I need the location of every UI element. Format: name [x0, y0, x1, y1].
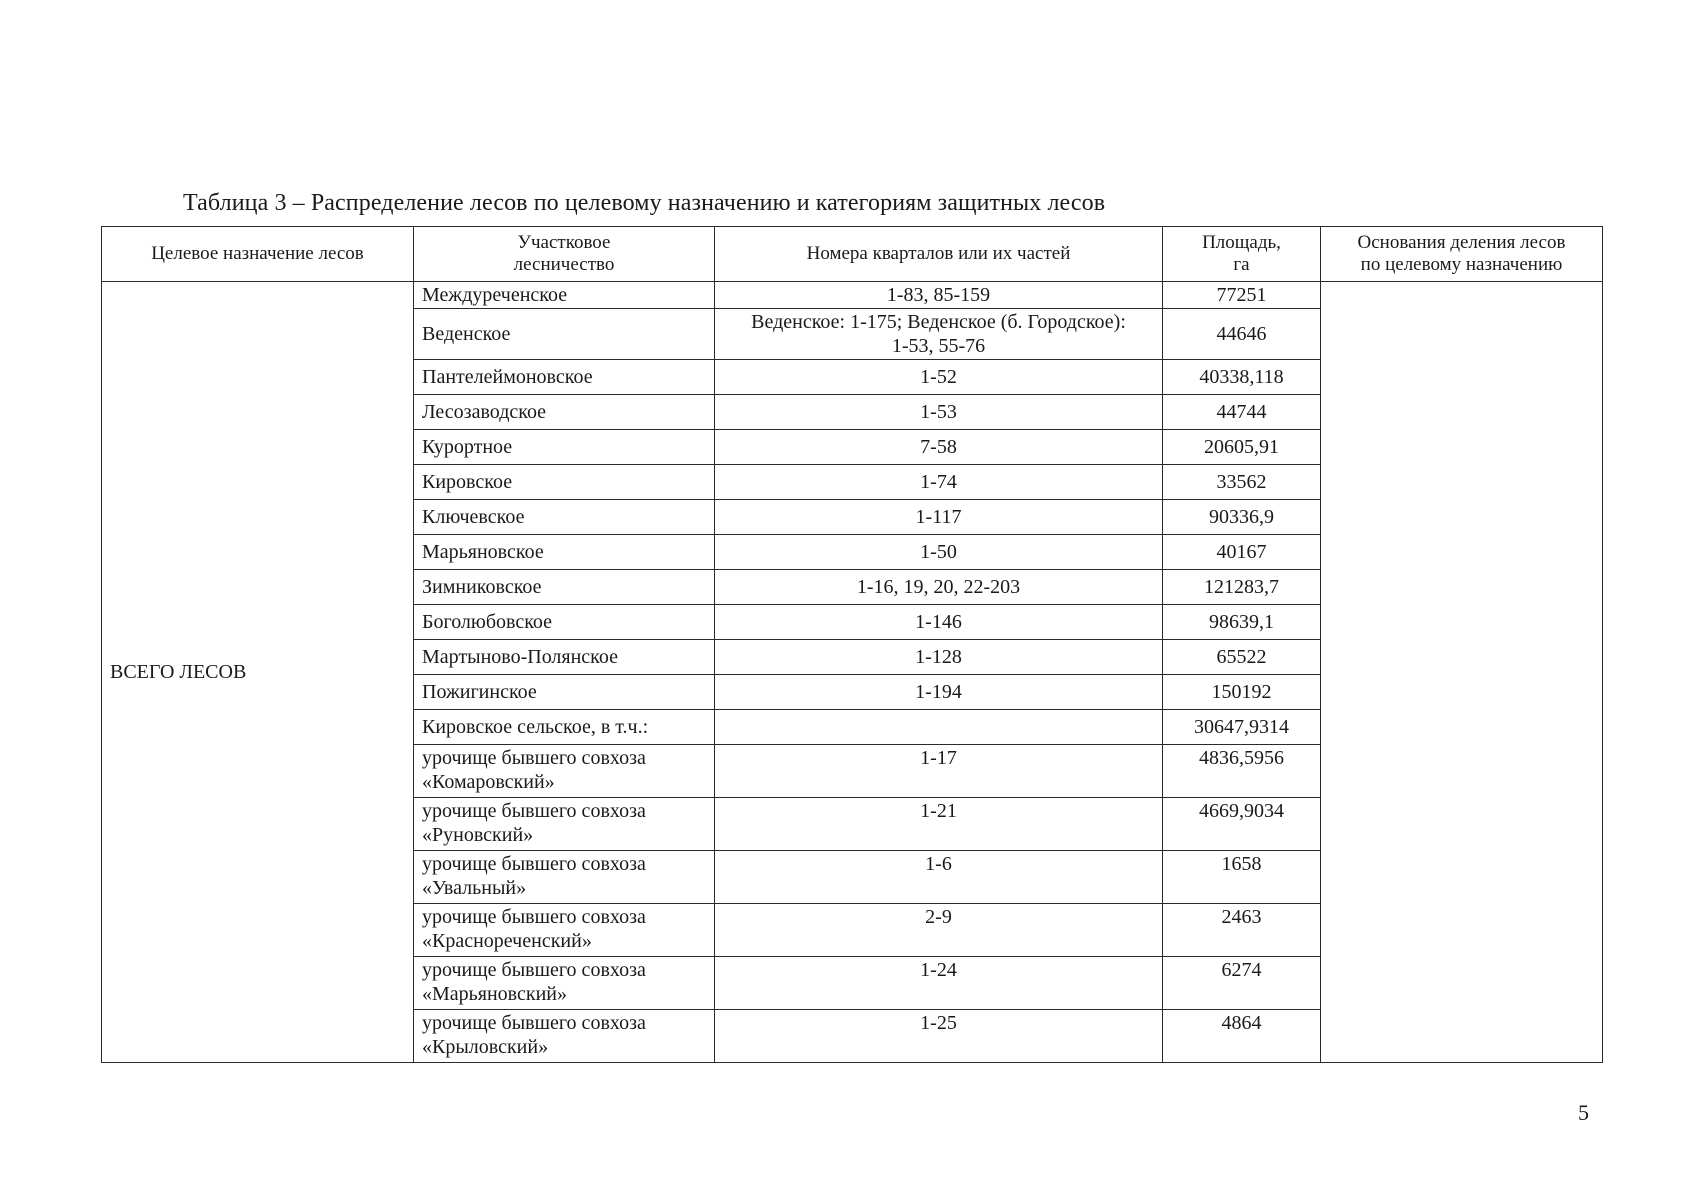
area-cell: 4669,9034: [1163, 798, 1321, 851]
area-cell: 150192: [1163, 675, 1321, 710]
area-cell: 4836,5956: [1163, 745, 1321, 798]
header-purpose: Целевое назначение лесов: [102, 227, 414, 282]
forestry-cell: [414, 745, 715, 798]
header-area-line1: Площадь,: [1202, 232, 1281, 253]
quarters-cell: 1-24: [715, 957, 1163, 1010]
forestry-line2: «Руновский»: [422, 824, 534, 846]
forestry-line2: «Марьяновский»: [422, 983, 568, 1005]
area-cell: 6274: [1163, 957, 1321, 1010]
forestry-line1: урочище бывшего совхоза: [422, 959, 646, 981]
quarters-cell: 2-9: [715, 904, 1163, 957]
quarters-cell: 1-17: [715, 745, 1163, 798]
quarters-cell: 1-25: [715, 1010, 1163, 1063]
forestry-cell: Пантелеймоновское: [414, 360, 715, 395]
quarters-cell: 1-6: [715, 851, 1163, 904]
quarters-line1: Веденское: 1-175; Веденское (б. Городское):: [751, 311, 1126, 333]
area-cell: 2463: [1163, 904, 1321, 957]
area-cell: 65522: [1163, 640, 1321, 675]
area-cell: 90336,9: [1163, 500, 1321, 535]
area-cell: 4864: [1163, 1010, 1321, 1063]
forestry-line2: «Увальный»: [422, 877, 527, 899]
area-cell: 33562: [1163, 465, 1321, 500]
forestry-cell: Боголюбовское: [414, 605, 715, 640]
quarters-cell: 1-128: [715, 640, 1163, 675]
purpose-cell: ВСЕГО ЛЕСОВ: [102, 282, 414, 1063]
forestry-cell: Веденское: [414, 309, 715, 360]
area-cell: 20605,91: [1163, 430, 1321, 465]
forestry-cell: [414, 851, 715, 904]
forestry-line1: урочище бывшего совхоза: [422, 1012, 646, 1034]
quarters-cell: 1-21: [715, 798, 1163, 851]
area-cell: 1658: [1163, 851, 1321, 904]
area-cell: 121283,7: [1163, 570, 1321, 605]
forestry-line2: «Крыловский»: [422, 1036, 549, 1058]
header-basis-line2: по целевому назначению: [1360, 254, 1563, 275]
forestry-cell: Марьяновское: [414, 535, 715, 570]
area-cell: 40167: [1163, 535, 1321, 570]
forestry-cell: [414, 798, 715, 851]
basis-cell: [1321, 282, 1603, 1063]
table-caption: Таблица 3 – Распределение лесов по целевому назначению и категориям защитных лесов: [183, 190, 1106, 216]
forestry-cell: Курортное: [414, 430, 715, 465]
quarters-cell: 1-117: [715, 500, 1163, 535]
forestry-line2: «Комаровский»: [422, 771, 555, 793]
quarters-cell: 1-50: [715, 535, 1163, 570]
quarters-cell: 1-53: [715, 395, 1163, 430]
forestry-cell: [414, 1010, 715, 1063]
area-cell: 44744: [1163, 395, 1321, 430]
table-row: [102, 282, 1603, 309]
quarters-cell: 1-74: [715, 465, 1163, 500]
header-basis-line1: Основания деления лесов: [1357, 232, 1566, 253]
forestry-line1: урочище бывшего совхоза: [422, 800, 646, 822]
forestry-cell: Пожигинское: [414, 675, 715, 710]
quarters-cell: 1-146: [715, 605, 1163, 640]
area-cell: 40338,118: [1163, 360, 1321, 395]
forestry-cell: Кировское: [414, 465, 715, 500]
area-cell: 44646: [1163, 309, 1321, 360]
header-forestry: [414, 227, 715, 282]
quarters-cell: 1-52: [715, 360, 1163, 395]
area-cell: 30647,9314: [1163, 710, 1321, 745]
forestry-line1: урочище бывшего совхоза: [422, 747, 646, 769]
quarters-line2: 1-53, 55-76: [891, 335, 986, 357]
header-forestry-line1: Участковое: [517, 232, 611, 253]
forestry-cell: Мартыново-Полянское: [414, 640, 715, 675]
forestry-line1: урочище бывшего совхоза: [422, 853, 646, 875]
header-quarters: Номера кварталов или их частей: [715, 227, 1163, 282]
table-header-row: [102, 227, 1603, 282]
quarters-cell: 1-83, 85-159: [715, 282, 1163, 309]
quarters-cell: [715, 309, 1163, 360]
header-area-line2: га: [1233, 254, 1250, 275]
forestry-cell: Зимниковское: [414, 570, 715, 605]
forestry-cell: [414, 957, 715, 1010]
forestry-cell: Ключевское: [414, 500, 715, 535]
quarters-cell: 7-58: [715, 430, 1163, 465]
quarters-cell: [715, 710, 1163, 745]
quarters-cell: 1-16, 19, 20, 22-203: [715, 570, 1163, 605]
forestry-cell: Междуреченское: [414, 282, 715, 309]
forestry-cell: [414, 904, 715, 957]
area-cell: 98639,1: [1163, 605, 1321, 640]
forestry-line1: урочище бывшего совхоза: [422, 906, 646, 928]
forest-distribution-table: [101, 226, 1603, 1063]
header-area: [1163, 227, 1321, 282]
forestry-line2: «Краснореченский»: [422, 930, 592, 952]
area-cell: 77251: [1163, 282, 1321, 309]
header-forestry-line2: лесничество: [513, 254, 615, 275]
quarters-cell: 1-194: [715, 675, 1163, 710]
forestry-cell: Лесозаводское: [414, 395, 715, 430]
header-basis: [1321, 227, 1603, 282]
forestry-cell: Кировское сельское, в т.ч.:: [414, 710, 715, 745]
page-number: 5: [1578, 1100, 1589, 1125]
